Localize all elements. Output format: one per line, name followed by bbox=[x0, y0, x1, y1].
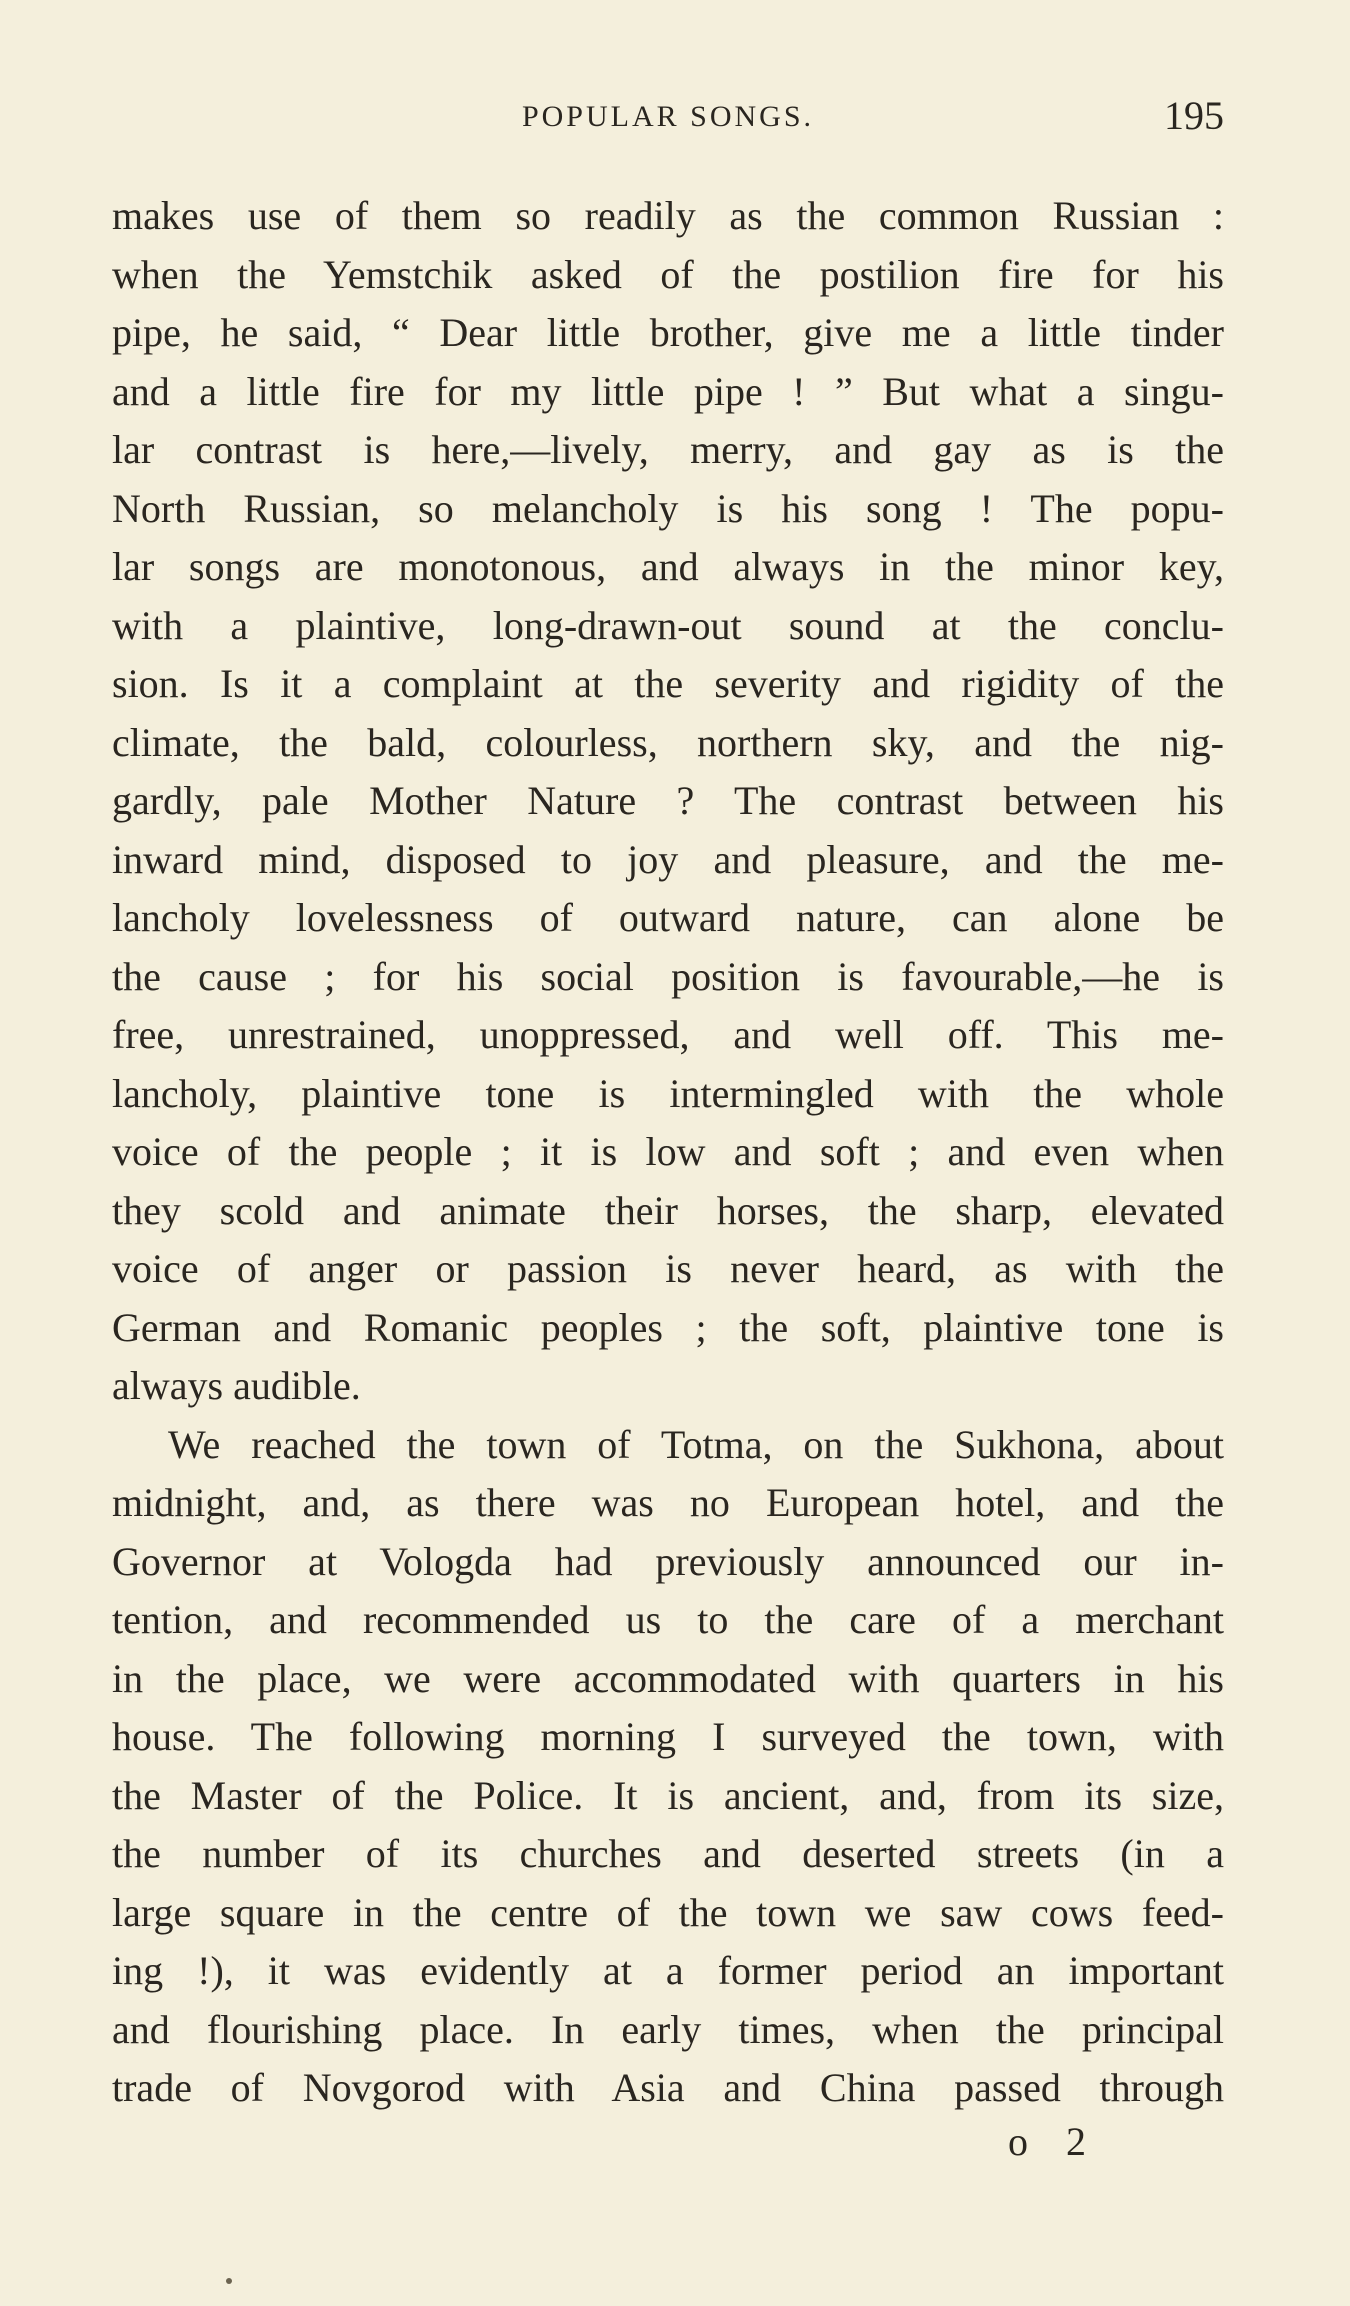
text-line: German and Romanic peoples ; the soft, plaintive tone is bbox=[112, 1304, 1224, 1350]
text-line: the Master of the Police. It is ancient, and, from its size, bbox=[112, 1772, 1224, 1818]
text-line: and flourishing place. In early times, when the principal bbox=[112, 2006, 1224, 2052]
text-line: North Russian, so melancholy is his song ! The popu- bbox=[112, 485, 1224, 531]
text-line: house. The following morning I surveyed the town, with bbox=[112, 1714, 1224, 1759]
text-line: in the place, we were accommodated with quarters in his bbox=[112, 1655, 1224, 1701]
text-line: and a little fire for my little pipe ! ” But what a singu- bbox=[112, 368, 1224, 414]
text-line: makes use of them so readily as the common Russian : bbox=[112, 193, 1224, 238]
body-text bbox=[112, 187, 1224, 2176]
ink-speck bbox=[226, 2278, 232, 2284]
text-line: ing !), it was evidently at a former period an important bbox=[112, 1948, 1224, 1993]
text-line: gardly, pale Mother Nature ? The contrast between his bbox=[112, 778, 1224, 823]
signature-mark: o 2 bbox=[1008, 2118, 1100, 2164]
text-line: voice of the people ; it is low and soft ; and even when bbox=[112, 1129, 1224, 1174]
text-line: climate, the bald, colourless, northern sky, and the nig- bbox=[112, 719, 1224, 765]
text-line: always audible. bbox=[112, 1363, 361, 1408]
text-line: pipe, he said, “ Dear little brother, give me a little tinder bbox=[112, 310, 1224, 355]
text-line: trade of Novgorod with Asia and China passed through bbox=[112, 2065, 1224, 2110]
text-line: lar contrast is here,—lively, merry, and gay as is the bbox=[112, 427, 1224, 472]
text-line: midnight, and, as there was no European hotel, and the bbox=[112, 1480, 1224, 1525]
page-number: 195 bbox=[1164, 93, 1224, 138]
text-line: We reached the town of Totma, on the Sukhona, about bbox=[168, 1421, 1224, 1467]
text-line: when the Yemstchik asked of the postilion fire for his bbox=[112, 251, 1224, 297]
text-line: with a plaintive, long-drawn-out sound at the conclu- bbox=[112, 602, 1224, 648]
text-line: the cause ; for his social position is favourable,—he is bbox=[112, 953, 1224, 999]
text-line: tention, and recommended us to the care of a merchant bbox=[112, 1597, 1224, 1642]
text-line: lancholy lovelessness of outward nature, can alone be bbox=[112, 895, 1224, 940]
running-title: POPULAR SONGS. bbox=[521, 100, 815, 133]
text-line: they scold and animate their horses, the sharp, elevated bbox=[112, 1187, 1224, 1233]
text-line: inward mind, disposed to joy and pleasure, and the me- bbox=[112, 836, 1224, 882]
running-head bbox=[112, 92, 1224, 142]
text-line: lancholy, plaintive tone is intermingled with the whole bbox=[112, 1070, 1224, 1116]
text-line: free, unrestrained, unoppressed, and well off. This me- bbox=[112, 1012, 1224, 1057]
text-line: large square in the centre of the town we saw cows feed- bbox=[112, 1889, 1224, 1935]
text-line: sion. Is it a complaint at the severity and rigidity of the bbox=[112, 661, 1224, 706]
text-line: lar songs are monotonous, and always in the minor key, bbox=[112, 544, 1224, 589]
text-line: the number of its churches and deserted streets (in a bbox=[112, 1831, 1224, 1876]
text-line: voice of anger or passion is never heard, as with the bbox=[112, 1246, 1224, 1291]
text-line: Governor at Vologda had previously announced our in- bbox=[112, 1538, 1224, 1584]
